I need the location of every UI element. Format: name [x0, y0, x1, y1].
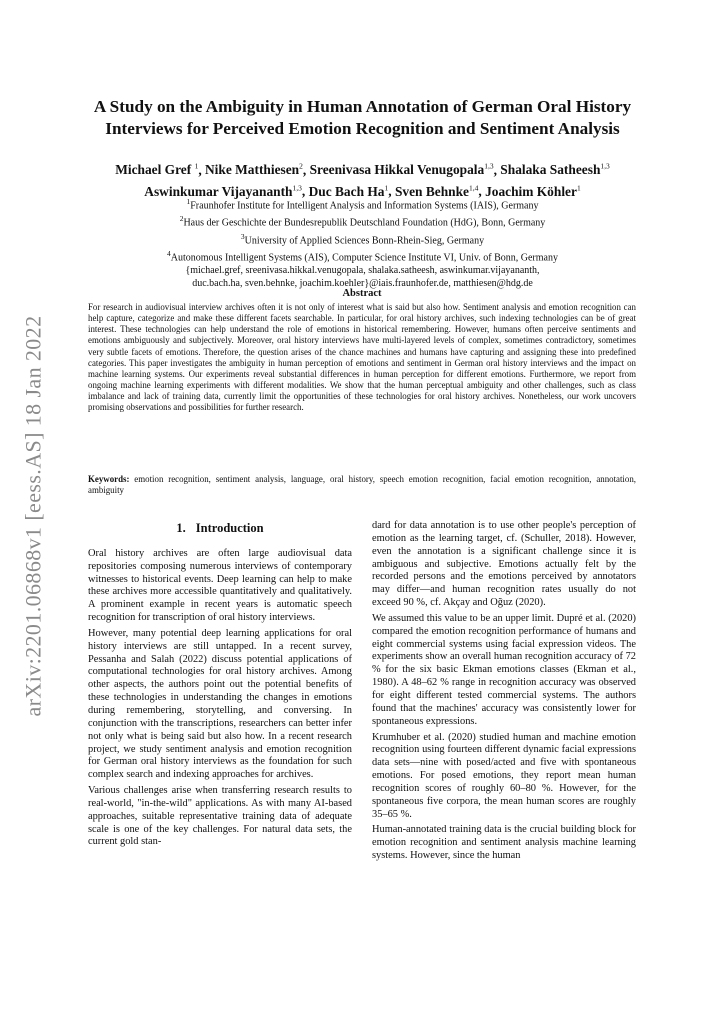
- paragraph: dard for data annotation is to use other people's perception of emotion as the learning target, cf. (Schuller, 2018). However, even the annotation is a significant challenge since it is ambiguous and subjective. Emotions actually felt by the recorded persons and the emotions perceived by annotators may differ—and human recognition rates usually do not exceed 90 %, cf. Akçay and Oğuz (2020).: [372, 520, 636, 609]
- author: Michael Gref $^1$: [115, 162, 199, 178]
- paragraph: Krumhuber et al. (2020) studied human and machine emotion recognition using fourteen different dynamic facial expressions data sets—nine with posed/acted and five with spontaneous emotions. For posed emotions, they report mean human recognition scores of roughly 60–80 %. However, for the spontaneous five corpora, the mean human scores are roughly 35–65 %.: [372, 731, 636, 820]
- affiliation: $^4$Autonomous Intelligent Systems (AIS), Computer Science Institute VI, Univ. of Bonn, Germany: [167, 248, 558, 264]
- right-column: [372, 520, 636, 866]
- paragraph: We assumed this value to be an upper limit. Dupré et al. (2020) compared the emotion recognition performance of humans and eight commercial systems using facial expression videos. The experiments show an overall human recognition accuracy of 72 % for the six basic Ekman emotions classes (Ekman et al., 1980). A 48–62 % range in recognition accuracy was observed for eight different tested commercial systems. The authors found that the machines' accuracy was consistently lower for spontaneous expressions.: [372, 612, 636, 727]
- keywords-label: Keywords:: [88, 474, 130, 484]
- paper-title: A Study on the Ambiguity in Human Annotation of German Oral History Interviews for Perceived Emotion Recognition and Sentiment Analysis: [93, 97, 632, 138]
- arxiv-identifier: arXiv:2201.06868v1 [eess.AS] 18 Jan 2022: [20, 315, 45, 717]
- paragraph: However, many potential deep learning applications for oral history interviews are still untapped. In a recent survey, Pessanha and Salah (2022) discuss potential applications of computational technologies for oral history archives. Among other aspects, the authors point out the potential benefits of these technologies in understanding the changes in emotions during remembering, storytelling, and conversing. In conjunction with the transcriptions, researchers can better infer not only what is being said but also how. In a recent research project, we study sentiment analysis and emotion recognition for German oral history interviews as the foundation for such complex search and indexing approaches for archives.: [88, 627, 352, 781]
- abstract-heading: Abstract: [342, 288, 382, 299]
- email-line: {michael.gref, sreenivasa.hikkal.venugopala, shalaka.satheesh, aswinkumar.vijayananth,: [185, 265, 540, 277]
- author: Aswinkumar Vijayananth$^{1,3}$: [144, 183, 302, 199]
- paragraph: Human-annotated training data is the crucial building block for emotion recognition and sentiment analysis machine learning systems. However, since the human: [372, 824, 636, 862]
- section-title: Introduction: [195, 521, 264, 535]
- paragraph: Oral history archives are often large audiovisual data repositories composing numerous interviews of contemporary witnesses to historical events. Deep learning can help to make these archives more accessible quantitatively and qualitatively. A prominent example in recent years is automatic speech recognition for transcription of oral history interviews.: [88, 547, 352, 624]
- affiliation: $^1$Fraunhofer Institute for Intelligent Analysis and Information Systems (IAIS), Germany: [186, 197, 539, 212]
- section-number: 1.: [176, 521, 186, 535]
- keywords: [88, 474, 636, 497]
- section-heading: [88, 522, 352, 535]
- paragraph: Various challenges arise when transferring research results to real-world, "in-the-wild" applications. As with many AI-based approaches, suitable representative training data of adequate scale is one of the key challenges. For natural data sets, the current gold stan-: [88, 785, 352, 848]
- arxiv-side-stamp: [17, 316, 49, 716]
- author-list: Michael Gref $^1$, Nike Matthiesen$^2$, Sreenivasa Hikkal Venugopala$^{1,3}$, Shalaka Satheesh$^{1,3}$ Aswinkumar Vijayananth$^{1,3}$, Duc Bach Ha$^1$, Sven Behnke$^{1,4}$, Joachim Köhler$^1$: [115, 162, 610, 199]
- author: Sreenivasa Hikkal Venugopala$^{1,3}$: [309, 162, 494, 178]
- author: Shalaka Satheesh$^{1,3}$: [500, 162, 610, 178]
- left-column: [88, 520, 352, 852]
- keywords-text: emotion recognition, sentiment analysis, language, oral history, speech emotion recognition, facial emotion recognition, annotation, ambiguity: [88, 474, 636, 496]
- author: Joachim Köhler$^1$: [485, 183, 581, 199]
- affiliation: $^2$Haus der Geschichte der Bundesrepublik Deutschland Foundation (HdG), Bonn, Germany: [179, 214, 546, 229]
- email-line: duc.bach.ha, sven.behnke, joachim.koehler}@iais.fraunhofer.de, matthiesen@hdg.de: [192, 278, 533, 290]
- affiliations: [70, 195, 655, 290]
- author: Duc Bach Ha$^1$: [308, 183, 389, 199]
- abstract-text: For research in audiovisual interview archives often it is not only of interest what is said but also how. Sentiment analysis and emotion recognition can help capture, categorize and make these different facets searchable. In particular, for oral history archives, such indexing technologies can be of great interest. These technologies can help understand the role of emotions in historical remembering. However, humans often perceive sentiments and emotions ambiguously and subjectively. Moreover, oral history interviews have multi-layered levels of complex, sometimes contradictory, sometimes very subtle facets of emotions. Therefore, the question arises of the chance machines and humans have capturing and assigning these into predefined categories. This paper investigates the ambiguity in human perception of emotions and sentiment in German oral history interviews and the impact on machine learning systems. Our experiments reveal substantial differences in human perception for different emotions. Furthermore, we report from ongoing machine learning experiments with different modalities. We show that the human perceptual ambiguity and other challenges, such as class imbalance and lack of training data, currently limit the opportunities of these technologies for oral history archives. Nonetheless, our work uncovers promising observations and possibilities for further research.: [88, 302, 636, 413]
- author: Sven Behnke$^{1,4}$: [394, 183, 479, 199]
- affiliation: $^3$University of Applied Sciences Bonn-Rhein-Sieg, Germany: [240, 231, 485, 246]
- author: Nike Matthiesen$^2$: [205, 162, 303, 178]
